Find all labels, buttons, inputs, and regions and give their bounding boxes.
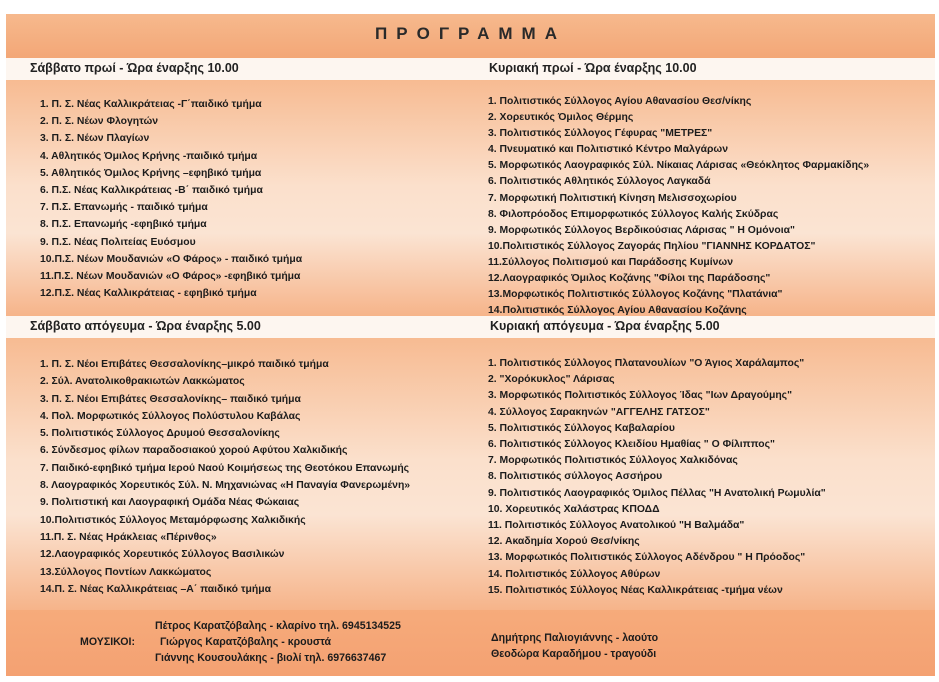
list-item: 1. Π. Σ. Νέας Καλλικράτειας -Γ΄παιδικό τμήμα	[40, 99, 262, 110]
sunday-morning-header: Κυριακή πρωί - Ώρα έναρξης 10.00	[489, 61, 697, 75]
list-item: 12.Λαογραφικός Όμιλος Κοζάνης "Φίλοι της Παράδοσης"	[488, 273, 771, 285]
list-item: 5. Μορφωτικός Λαογραφικός Σύλ. Νίκαιας Λάρισας «Θεόκλητος Φαρμακίδης»	[488, 160, 870, 172]
musician-line: Γιώργος Καρατζόβαλης - κρουστά	[160, 636, 332, 648]
list-item: 11. Πολιτιστικός Σύλλογος Ανατολικού "Η Βαλμάδα"	[488, 520, 745, 532]
list-item: 4. Πνευματικό και Πολιτιστικό Κέντρο Μαλγάρων	[488, 144, 728, 156]
title-band	[6, 14, 935, 58]
list-item: 10. Χορευτικός Χαλάστρας ΚΠΟΔΔ	[488, 503, 660, 515]
musicians-label: ΜΟΥΣΙΚΟΙ:	[80, 636, 136, 648]
list-item: 1. Π. Σ. Νέοι Επιβάτες Θεσσαλονίκης–μικρό παιδικό τμήμα	[40, 359, 329, 370]
list-item: 2. Σύλ. Ανατολικοθρακιωτών Λακκώματος	[40, 376, 245, 388]
list-item: 5. Πολιτιστικός Σύλλογος Καβαλαρίου	[488, 422, 675, 434]
list-item: 7. Μορφωτικός Πολιτιστικός Σύλλογος Χαλκιδόνας	[488, 455, 738, 467]
list-item: 2. Χορευτικός Όμιλος Θέρμης	[488, 112, 634, 124]
list-item: 7. Παιδικό-εφηβικό τμήμα Ιερού Ναού Κοιμήσεως της Θεοτόκου Επανωμής	[40, 462, 410, 474]
list-item: 9. Π.Σ. Νέας Πολιτείας Ευόσμου	[40, 236, 196, 248]
list-item: 14. Πολιτιστικός Σύλλογος Αθύρων	[488, 568, 661, 580]
saturday-afternoon-list	[40, 356, 410, 598]
list-item: 8. Λαογραφικός Χορευτικός Σύλ. Ν. Μηχανιώνας «Η Παναγία Φανερωμένη»	[40, 480, 411, 492]
list-item: 9. Μορφωτικός Σύλλογος Βερδικούσιας Λάρισας " Η Ομόνοια"	[488, 224, 795, 236]
list-item: 10.Πολιτιστικός Σύλλογος Μεταμόρφωσης Χαλκιδικής	[40, 514, 306, 526]
list-item: 12. Ακαδημία Χορού Θεσ/νίκης	[488, 536, 640, 548]
musician-line: Πέτρος Καρατζόβαλης - κλαρίνο τηλ. 6945134525	[155, 620, 401, 632]
saturday-morning-header: Σάββατο πρωί - Ώρα έναρξης 10.00	[30, 61, 239, 75]
musician-line: Γιάννης Κουσουλάκης - βιολί τηλ. 6976637467	[155, 652, 387, 664]
list-item: 7. Μορφωτική Πολιτιστική Κίνηση Μελισσοχωρίου	[488, 192, 737, 204]
list-item: 2. "Χορόκυκλος" Λάρισας	[488, 374, 615, 386]
list-item: 12.Λαογραφικός Χορευτικός Σύλλογος Βασιλικών	[40, 549, 285, 561]
list-item: 9. Πολιτιστική και Λαογραφική Ομάδα Νέας Φώκαιας	[40, 497, 300, 509]
musician-line: Δημήτρης Παλιογιάννης - λαούτο	[491, 632, 659, 644]
list-item: 11.Π.Σ. Νέων Μουδανιών «Ο Φάρος» -εφηβικό τμήμα	[40, 271, 301, 283]
list-item: 7. Π.Σ. Επανωμής - παιδικό τμήμα	[40, 202, 208, 214]
list-item: 5. Αθλητικός Όμιλος Κρήνης –εφηβικό τμήμα	[40, 167, 262, 179]
list-item: 6. Σύνδεσμος φίλων παραδοσιακού χορού Αφύτου Χαλκιδικής	[40, 445, 348, 457]
list-item: 11.Σύλλογος Πολιτισμού και Παράδοσης Κυμίνων	[488, 256, 733, 268]
list-item: 10.Π.Σ. Νέων Μουδανιών «Ο Φάρος» - παιδικό τμήμα	[40, 253, 303, 265]
sunday-afternoon-list	[488, 356, 826, 599]
list-item: 8. Π.Σ. Επανωμής -εφηβικό τμήμα	[40, 219, 207, 231]
list-item: 10.Πολιτιστικός Σύλλογος Ζαγοράς Πηλίου "ΓΙΑΝΝΗΣ ΚΟΡΔΑΤΟΣ"	[488, 240, 816, 252]
musicians-footer	[6, 610, 935, 676]
list-item: 8. Φιλοπρόοδος Επιμορφωτικός Σύλλογος Καλής Σκύδρας	[488, 208, 779, 220]
list-item: 8. Πολιτιστικός σύλλογος Ασσήρου	[488, 471, 663, 483]
list-item: 3. Π. Σ. Νέοι Επιβάτες Θεσσαλονίκης– παιδικό τμήμα	[40, 393, 301, 405]
list-item: 13. Μορφωτικός Πολιτιστικός Σύλλογος Αδένδρου " Η Πρόοδος"	[488, 552, 806, 564]
sunday-afternoon-header: Κυριακή απόγευμα - Ώρα έναρξης 5.00	[490, 319, 720, 333]
list-item: 1. Πολιτιστικός Σύλλογος Αγίου Αθανασίου Θεσ/νίκης	[488, 96, 752, 107]
list-item: 15. Πολιτιστικός Σύλλογος Νέας Καλλικράτειας -τμήμα νέων	[488, 584, 783, 596]
list-item: 9. Πολιτιστικός Λαογραφικός Όμιλος Πέλλας "Η Ανατολική Ρωμυλία"	[488, 487, 826, 499]
list-item: 4. Σύλλογος Σαρακηνών "ΑΓΓΕΛΗΣ ΓΑΤΣΟΣ"	[488, 406, 710, 418]
list-item: 4. Πολ. Μορφωτικός Σύλλογος Πολύστυλου Καβάλας	[40, 410, 301, 422]
list-item: 3. Πολιτιστικός Σύλλογος Γέφυρας "ΜΕΤΡΕΣ"	[488, 128, 713, 140]
list-item: 6. Πολιτιστικός Σύλλογος Κλειδίου Ημαθίας " Ο Φίλιππος"	[488, 439, 775, 451]
list-item: 6. Π.Σ. Νέας Καλλικράτειας -Β΄ παιδικό τμήμα	[40, 185, 263, 197]
list-item: 3. Μορφωτικός Πολιτιστικός Σύλλογος Ίδας "Ιων Δραγούμης"	[488, 390, 793, 402]
list-item: 14.Π. Σ. Νέας Καλλικράτειας –Α΄ παιδικό τμήμα	[40, 583, 271, 595]
list-item: 4. Αθλητικός Όμιλος Κρήνης -παιδικό τμήμα	[40, 150, 258, 162]
list-item: 3. Π. Σ. Νέων Πλαγίων	[40, 133, 150, 145]
page-title: ΠΡΟΓΡΑΜΜΑ	[374, 24, 566, 43]
musician-line: Θεοδώρα Καραδήμου - τραγούδι	[491, 648, 657, 660]
list-item: 13.Σύλλογος Ποντίων Λακκώματος	[40, 566, 212, 578]
list-item: 1. Πολιτιστικός Σύλλογος Πλατανουλίων "Ο Άγιος Χαράλαμπος"	[488, 358, 805, 369]
list-item: 5. Πολιτιστικός Σύλλογος Δρυμού Θεσσαλονίκης	[40, 428, 280, 440]
list-item: 2. Π. Σ. Νέων Φλογητών	[40, 116, 159, 128]
list-item: 14.Πολιτιστικός Σύλλογος Αγίου Αθανασίου Κοζάνης	[488, 305, 747, 317]
saturday-morning-list	[40, 96, 302, 302]
sunday-morning-list	[488, 94, 869, 319]
list-item: 6. Πολιτιστικός Αθλητικός Σύλλογος Λαγκαδά	[488, 176, 711, 188]
list-item: 11.Π. Σ. Νέας Ηράκλειας «Πέρινθος»	[40, 531, 217, 543]
list-item: 12.Π.Σ. Νέας Καλλικράτειας - εφηβικό τμήμα	[40, 288, 257, 300]
list-item: 13.Μορφωτικός Πολιτιστικός Σύλλογος Κοζάνης "Πλατάνια"	[488, 289, 783, 301]
saturday-afternoon-header: Σάββατο απόγευμα - Ώρα έναρξης 5.00	[30, 319, 261, 333]
